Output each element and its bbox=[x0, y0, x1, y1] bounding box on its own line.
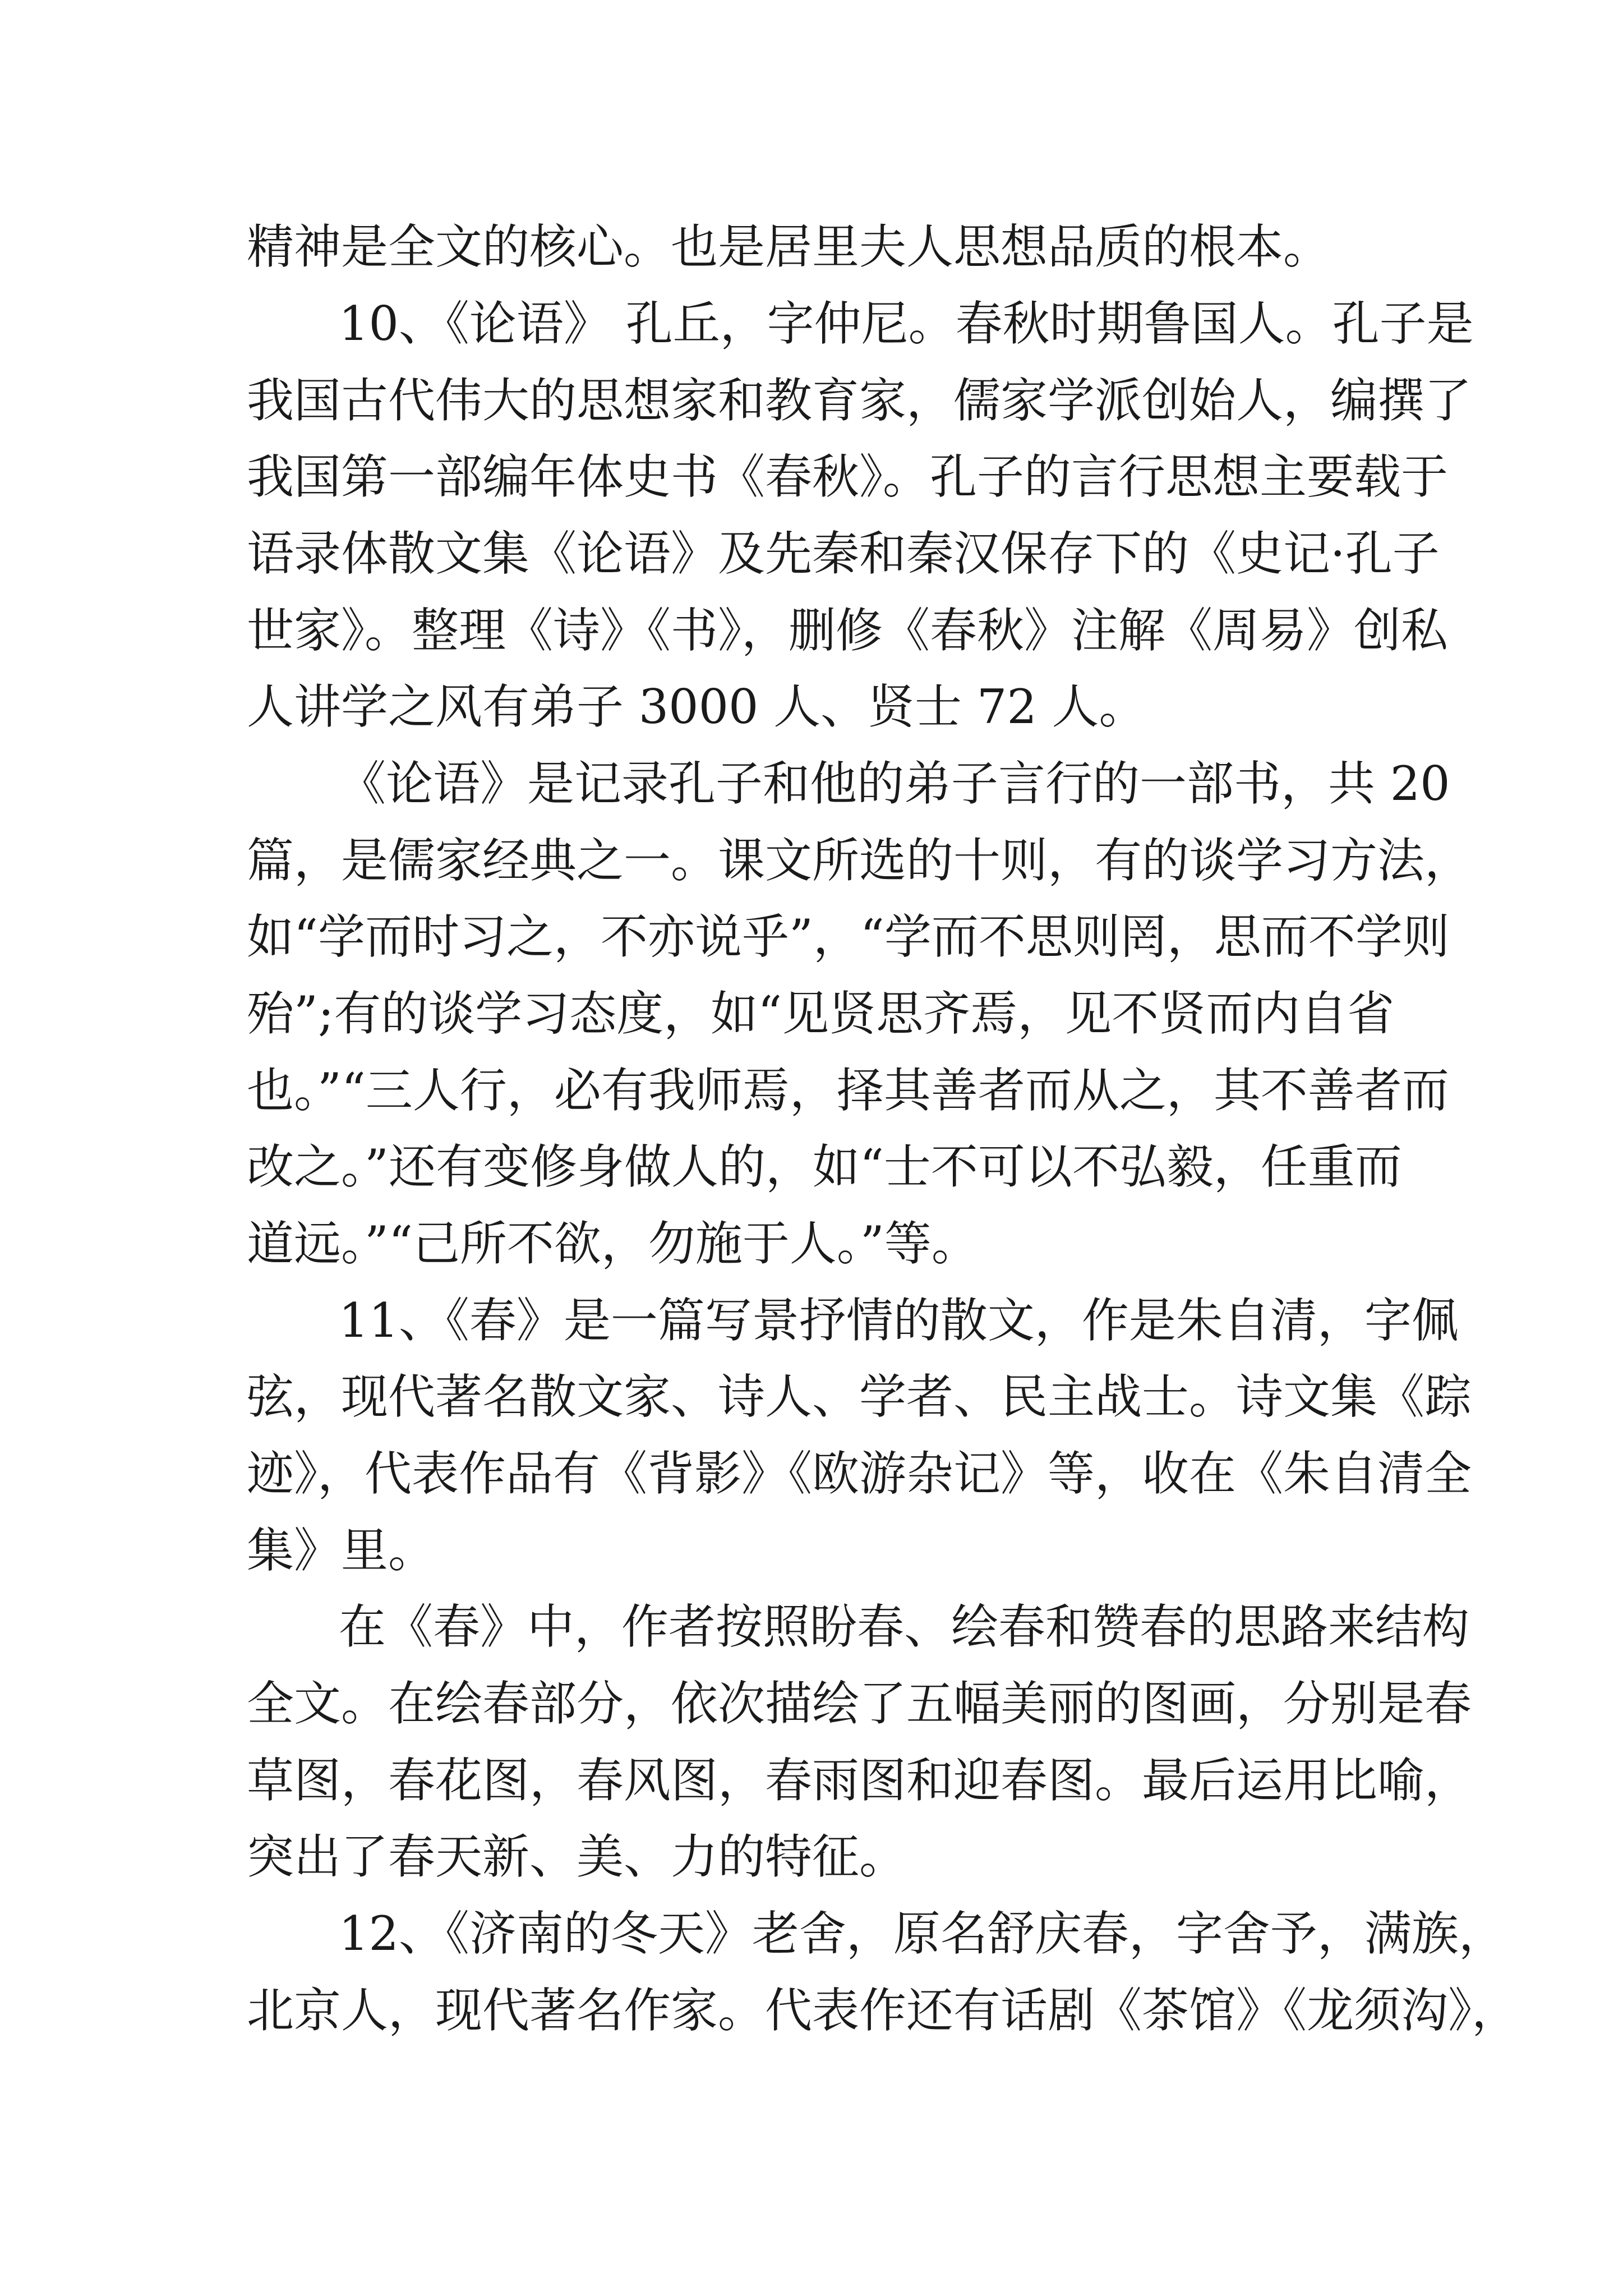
text-line: 篇，是儒家经典之一。课文所选的十则，有的谈学习方法， bbox=[247, 833, 1472, 888]
text-line: 我国第一部编年体史书《春秋》。孔子的言行思想主要载于 bbox=[247, 449, 1449, 504]
text-line: 弦，现代著名散文家、诗人、学者、民主战士。诗文集《踪 bbox=[247, 1369, 1472, 1424]
text-line: 10、《论语》 孔丘，字仲尼。春秋时期鲁国人。孔子是 bbox=[339, 296, 1474, 351]
text-line: 如“学而时习之，不亦说乎”，“学而不思则罔，思而不学则 bbox=[247, 909, 1450, 964]
text-line: 殆”;有的谈学习态度，如“见贤思齐焉，见不贤而内自省 bbox=[247, 986, 1395, 1041]
text-line: 11、《春》是一篇写景抒情的散文，作是朱自清，字佩 bbox=[339, 1293, 1459, 1348]
text-line: 语录体散文集《论语》及先秦和秦汉保存下的《史记·孔子 bbox=[247, 526, 1440, 581]
text-line: 集》里。 bbox=[247, 1523, 436, 1578]
text-line: 我国古代伟大的思想家和教育家，儒家学派创始人，编撰了 bbox=[247, 373, 1472, 428]
text-line: 《论语》是记录孔子和他的弟子言行的一部书，共 20 bbox=[339, 756, 1450, 811]
text-line: 迹》，代表作品有《背影》《欧游杂记》等，收在《朱自清全 bbox=[247, 1446, 1472, 1501]
text-line: 草图，春花图，春风图，春雨图和迎春图。最后运用比喻， bbox=[247, 1753, 1472, 1808]
text-line: 精神是全文的核心。也是居里夫人思想品质的根本。 bbox=[247, 219, 1331, 274]
text-line: 全文。在绘春部分，依次描绘了五幅美丽的图画，分别是春 bbox=[247, 1676, 1472, 1731]
text-line: 也。”“三人行，必有我师焉，择其善者而从之，其不善者而 bbox=[247, 1063, 1449, 1118]
text-line: 在《春》中，作者按照盼春、绘春和赞春的思路来结构 bbox=[339, 1599, 1470, 1654]
text-line: 道远。”“己所不欲，勿施于人。”等。 bbox=[247, 1216, 979, 1271]
text-line: 人讲学之风有弟子 3000 人、贤士 72 人。 bbox=[247, 679, 1146, 734]
text-line: 12、《济南的冬天》老舍，原名舒庆春，字舍予，满族， bbox=[339, 1906, 1506, 1961]
text-line: 改之。”还有变修身做人的，如“士不可以不弘毅，任重而 bbox=[247, 1139, 1402, 1194]
text-line: 北京人，现代著名作家。代表作还有话剧《茶馆》《龙须沟》， bbox=[247, 1983, 1519, 2038]
text-line: 世家》。整理《诗》《书》，删修《春秋》注解《周易》创私 bbox=[247, 603, 1449, 658]
text-line: 突出了春天新、美、力的特征。 bbox=[247, 1829, 907, 1884]
